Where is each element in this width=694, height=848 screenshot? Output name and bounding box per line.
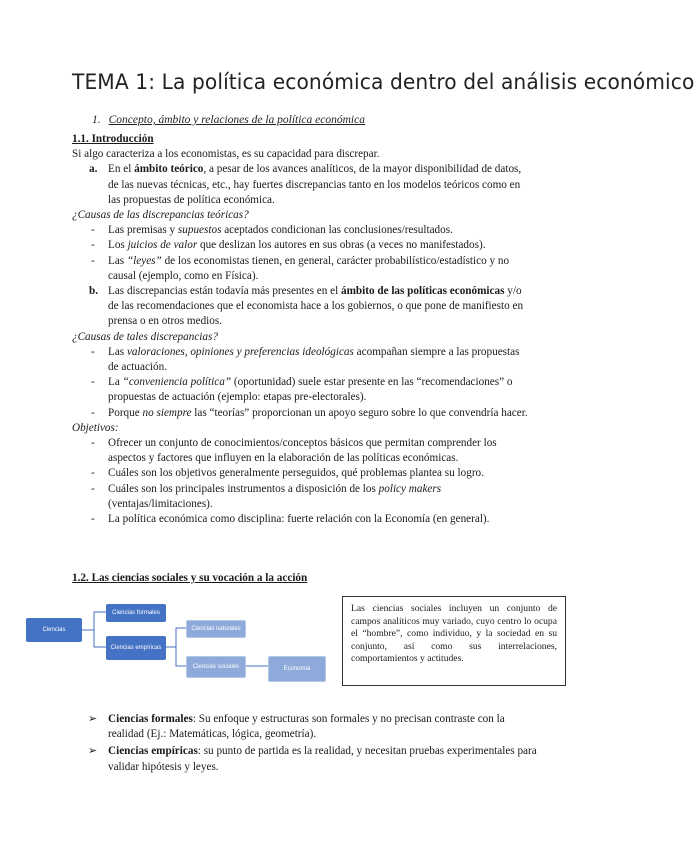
dash-icon: - (91, 437, 95, 450)
list-item-text: (oportunidad) suele estar presente en las “recomendaciones” o propuestas de actuación (ejemplo: etapas pre-electorales). (108, 376, 513, 404)
bullet-item (88, 744, 538, 774)
list-item-italic: “leyes” (126, 254, 162, 267)
item-a-pre: En el (108, 163, 135, 176)
dash-icon: - (91, 224, 95, 237)
section-2-heading: 1.2. Las ciencias sociales y su vocación a la acción (72, 572, 308, 584)
list-item-italic: juicios de valor (127, 239, 198, 252)
list-item-text: acompañan siempre a las propuestas de actuación. (108, 345, 520, 374)
item-a (72, 162, 532, 208)
question-1: ¿Causas de las discrepancias teóricas? (72, 209, 249, 222)
node-ciencias-sociales: Ciencias sociales (186, 656, 246, 678)
node-ciencias: Ciencias (26, 618, 82, 642)
connector-line (82, 612, 106, 630)
list-item-text: Porque (108, 406, 143, 419)
question-2: ¿Causas de tales discrepancias? (72, 330, 218, 343)
list-item (72, 345, 532, 375)
dash-icon: - (91, 254, 95, 267)
list-item (72, 482, 532, 512)
list-item-text: Cuáles son los principales instrumentos a disposición de los (108, 482, 379, 495)
item-a-post: , a pesar de los avances analíticos, de la mayor disponibilidad de datos, de las nuevas técnicas, etc., hay fuertes discrepancias tanto en los modelos teóricos como en las propuestas de política económica. (108, 163, 522, 206)
item-b-marker: b. (89, 285, 99, 298)
list-item-text: Los (108, 239, 128, 252)
list-item-text: Las (108, 345, 127, 358)
question-1-list (72, 223, 532, 284)
section-2-bullets (88, 712, 538, 777)
intro-paragraph: Si algo caracteriza a los economistas, es su capacidad para discrepar. (72, 148, 380, 161)
item-b-bold: ámbito de las políticas económicas (340, 285, 505, 298)
list-item-text: de los economistas tienen, en general, carácter probabilístico/estadístico y no causal (ejemplo, como en Física). (108, 254, 510, 282)
list-item-text: Las (108, 254, 127, 267)
node-ciencias-empiricas: Ciencias empíricas (106, 636, 166, 660)
dash-icon: - (91, 376, 95, 389)
sciences-diagram (24, 602, 334, 690)
section-1-content (72, 132, 532, 527)
bullet-bold: Ciencias empíricas (108, 745, 198, 758)
list-item-text: Las premisas y (108, 224, 178, 237)
list-item-text: Ofrecer un conjunto de conocimientos/conceptos básicos que permitan comprender los aspectos y factores que influyen en la elaboración de las políticas económicas. (108, 437, 497, 465)
list-item-text: La política económica como disciplina: fuerte relación con la Economía (en general). (108, 513, 490, 526)
node-ciencias-formales: Ciencias formales (106, 604, 166, 622)
bullet-item (88, 712, 538, 742)
list-item (72, 436, 532, 466)
list-item (72, 375, 532, 405)
list-item-italic: policy makers (378, 482, 442, 495)
page-title: TEMA 1: La política económica dentro del análisis económico (72, 70, 694, 95)
dash-icon: - (91, 467, 95, 480)
list-item-text: La (108, 376, 123, 389)
list-item-text: aceptados condicionan las conclusiones/resultados. (221, 224, 453, 237)
list-item-italic: “conveniencia política” (122, 376, 232, 389)
list-item (72, 238, 532, 253)
dash-icon: - (91, 345, 95, 358)
list-item (72, 406, 532, 421)
arrow-bullet-icon: ➢ (88, 713, 98, 725)
item-b-pre: Las discrepancias están todavía más presentes en el (108, 285, 341, 298)
subtitle-number: 1. (92, 114, 101, 126)
list-item-text: (ventajas/limitaciones). (108, 497, 213, 510)
arrow-bullet-icon: ➢ (88, 745, 98, 758)
list-item (72, 466, 532, 481)
list-item-text: las “teorías” proporcionan un apoyo seguro sobre lo que convendría hacer. (191, 406, 528, 419)
list-item-italic: valoraciones, opiniones y preferencias ideológicas (126, 345, 354, 358)
bullet-text: : Su enfoque y estructuras son formales y no precisan contraste con la realidad (Ej.: Matemáticas, lógica, geometría). (108, 713, 505, 741)
node-economia: Economía (268, 656, 326, 682)
bullet-bold: Ciencias formales (108, 713, 193, 725)
list-item-italic: no siempre (142, 406, 192, 419)
section-subtitle (92, 114, 365, 126)
subtitle-text: Concepto, ámbito y relaciones de la política económica (108, 114, 365, 126)
dash-icon: - (91, 482, 95, 495)
list-item (72, 223, 532, 238)
item-b (72, 284, 532, 330)
dash-icon: - (91, 239, 95, 252)
connector-line (94, 630, 106, 647)
dash-icon: - (91, 406, 95, 419)
section-1-heading: 1.1. Introducción (72, 133, 154, 145)
list-item-italic: supuestos (177, 224, 222, 237)
item-a-bold: ámbito teórico (134, 163, 204, 176)
list-item-text: que deslizan los autores en sus obras (a veces no manifestados). (197, 239, 486, 252)
bullet-text: : su punto de partida es la realidad, y necesitan pruebas experimentales para validar hipótesis y leyes. (108, 745, 537, 773)
objetivos-label: Objetivos: (72, 421, 119, 434)
list-item-text: Cuáles son los objetivos generalmente perseguidos, qué problemas plantea su logro. (108, 467, 484, 480)
question-2-list (72, 345, 532, 421)
connector-line (166, 628, 186, 647)
list-item (72, 254, 532, 284)
node-ciencias-naturales: Ciencias naturales (186, 620, 246, 638)
item-a-marker: a. (89, 163, 98, 176)
list-item (72, 512, 532, 527)
item-b-post: y/o de las recomendaciones que el economista hace a los gobiernos, o que pone de manifiesto en prensa o en otros medios. (108, 285, 524, 328)
connector-line (176, 647, 186, 666)
dash-icon: - (91, 513, 95, 526)
objetivos-list (72, 436, 532, 527)
social-sciences-box: Las ciencias sociales incluyen un conjunto de campos analíticos muy variado, cuyo centro lo ocupa el “hombre”, como individuo, y la sociedad en su conjunto, así como sus interrelaciones, comportamientos y actitudes. (342, 596, 566, 686)
